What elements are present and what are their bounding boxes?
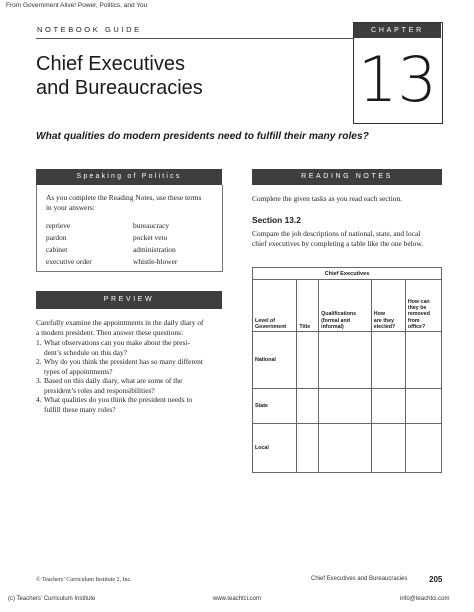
- speaking-instructions: As you complete the Reading Notes, use these terms in your answers:: [46, 193, 202, 212]
- bottom-left-credit: (c) Teachers' Curriculum Institute: [8, 596, 96, 602]
- page-number: 205: [429, 575, 443, 584]
- term: pocket veto: [133, 233, 168, 242]
- table-row: [253, 389, 442, 424]
- column-header: How can they be removed from office?: [405, 280, 441, 332]
- term: administration: [133, 245, 176, 254]
- row-label: National: [253, 332, 297, 389]
- table-caption: Chief Executives: [253, 268, 442, 280]
- question-item: 4. What qualities do you think the president needs to fulfill these many roles?: [36, 395, 193, 414]
- term: reprieve: [46, 221, 71, 230]
- term: bureaucracy: [133, 221, 170, 230]
- copyright-notice: © Teachers’ Curriculum Institute 2, Inc.: [36, 577, 132, 583]
- page-title: [36, 52, 336, 100]
- column-header: Qualifications (formal and informal): [319, 280, 372, 332]
- chapter-label: CHAPTER: [354, 23, 441, 38]
- speaking-of-politics-banner: Speaking of Politics: [36, 169, 222, 185]
- reading-notes-banner: READING NOTES: [252, 169, 442, 185]
- column-header: How are they elected?: [371, 280, 405, 332]
- preview-intro: Carefully examine the appointments in the daily diary of a modern president. Then answer these questions:: [36, 318, 204, 337]
- title-line-2: and Bureaucracies: [36, 77, 203, 99]
- terms-right-column: [133, 220, 177, 268]
- term: cabinet: [46, 245, 68, 254]
- bottom-email: info@teachtci.com: [400, 596, 450, 602]
- table-header-row: [253, 280, 442, 332]
- reading-notes-intro: Complete the given tasks as you read each section.: [252, 194, 403, 203]
- section-title: Section 13.2: [252, 215, 301, 225]
- question-item: 2. Why do you think the president has so many different types of appointments?: [36, 357, 203, 376]
- table-row: [253, 424, 442, 473]
- header-rule: [36, 38, 353, 39]
- notebook-guide-label: NOTEBOOK GUIDE: [37, 25, 142, 34]
- question-item: 3. Based on this daily diary, what are some of the president’s roles and responsibilities?: [36, 376, 183, 395]
- section-text: Compare the job descriptions of national, state, and local chief executives by completing a table like the one below.: [252, 229, 424, 248]
- question-item: 1. What observations can you make about the presi- dent’s schedule on this day?: [36, 338, 190, 357]
- chief-executives-table: [252, 267, 442, 473]
- source-line: From Government Alive! Power, Politics, and You: [6, 2, 148, 9]
- term: pardon: [46, 233, 67, 242]
- title-line-1: Chief Executives: [36, 53, 185, 75]
- preview-questions: [36, 338, 228, 414]
- row-label: State: [253, 389, 297, 424]
- running-title: Chief Executives and Bureaucracies: [311, 576, 408, 582]
- column-header: Level of Government: [253, 280, 297, 332]
- preview-banner: PREVIEW: [36, 291, 222, 309]
- bottom-website: www.teachtci.com: [213, 596, 262, 602]
- terms-left-column: [46, 220, 92, 268]
- term: whistle-blower: [133, 257, 178, 266]
- column-header: Title: [297, 280, 319, 332]
- term: executive order: [46, 257, 92, 266]
- table-row: [253, 332, 442, 389]
- chapter-number: 13: [358, 43, 437, 116]
- row-label: Local: [253, 424, 297, 473]
- essential-question: What qualities do modern presidents need to fulfill their many roles?: [36, 131, 369, 142]
